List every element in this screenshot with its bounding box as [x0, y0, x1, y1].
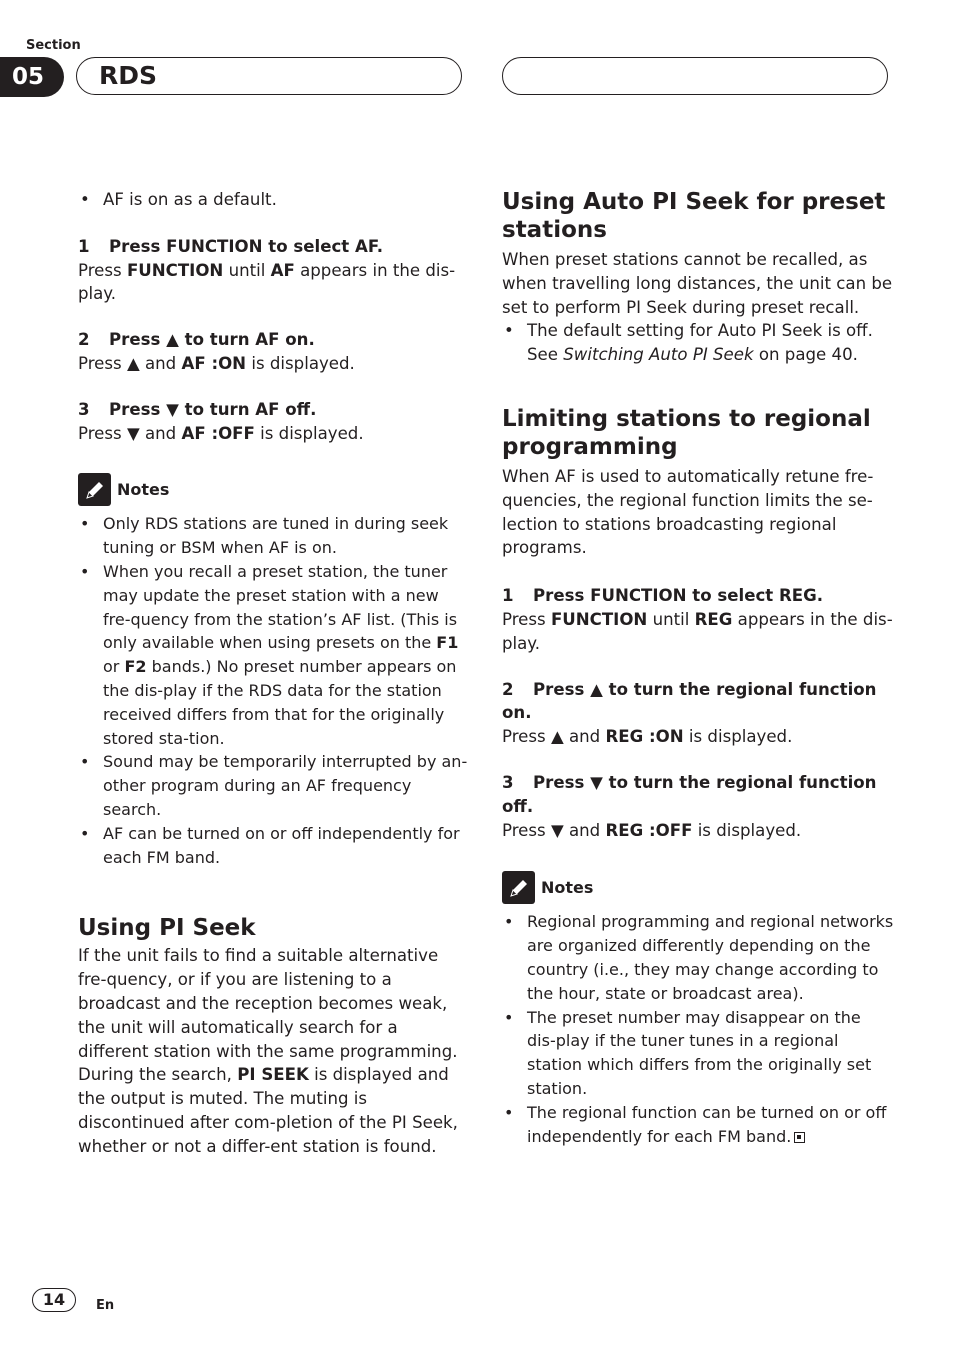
step-heading: 1 Press FUNCTION to select AF. — [78, 236, 384, 256]
pi-seek-body: If the unit fails to find a suitable alternative fre-quency, or if you are listening to a broadcast and the reception becomes weak, the unit will automatically search for a different station with the same programming. During the search, PI SEEK is displayed and the output is muted. The muting is discontinued after com-pletion of the PI Seek, whether or not a differ-ent station is found. — [78, 946, 458, 1156]
pencil-icon — [78, 473, 111, 506]
step-heading: 2 Press ▲ to turn the regional function on. — [502, 679, 877, 723]
note-item: • Only RDS stations are tuned in during seek tuning or BSM when AF is on. — [78, 512, 468, 560]
section-number-badge — [0, 57, 64, 97]
end-mark-icon — [794, 1132, 805, 1143]
note-item: • When you recall a preset station, the tuner may update the preset station with a new fre-quency from the station’s AF list. (This is only available when using presets on the F1 or F2 bands.) No preset number appears on the dis-play if the RDS data for the station received differs from that for the originally stored sta-tion. — [78, 560, 468, 750]
step-body: Press FUNCTION until AF appears in the dis-play. — [78, 260, 456, 304]
notes-header — [78, 473, 468, 506]
step-body: Press ▼ and AF :OFF is displayed. — [78, 423, 364, 443]
regional-heading: Limiting stations to regional programming — [502, 405, 871, 460]
auto-pi-seek-bullet: • The default setting for Auto PI Seek is off. See Switching Auto PI Seek on page 40. — [502, 319, 894, 367]
page-number: 14 — [32, 1288, 76, 1312]
note-item: • The preset number may disappear on the dis-play if the tuner tunes in a regional station which differs from the originally set station. — [502, 1006, 894, 1101]
note-item: • The regional function can be turned on or off independently for each FM band. — [502, 1101, 894, 1149]
step-heading: 3 Press ▼ to turn the regional function off. — [502, 772, 877, 816]
pi-seek-heading: Using PI Seek — [78, 915, 256, 942]
notes-label: Notes — [541, 877, 594, 897]
note-item: • Regional programming and regional networks are organized differently depending on the country (i.e., they may change according to the hour, state or broadcast area). — [502, 910, 894, 1005]
section-number: 05 — [11, 64, 44, 90]
step-heading: 2 Press ▲ to turn AF on. — [78, 330, 315, 350]
pencil-icon — [502, 871, 535, 904]
regional-body: When AF is used to automatically retune fre-quencies, the regional function limits the se-lection to stations broadcasting regional programs. — [502, 466, 874, 558]
chapter-title-box — [76, 57, 462, 95]
intro-bullet: • AF is on as a default. — [78, 188, 468, 212]
chapter-title: RDS — [99, 61, 158, 90]
note-item: • AF can be turned on or off independently for each FM band. — [78, 822, 468, 870]
auto-pi-seek-body: When preset stations cannot be recalled, as when travelling long distances, the unit can be set to perform PI Seek during preset recall. — [502, 250, 893, 317]
notes-label: Notes — [117, 479, 170, 499]
step-heading: 3 Press ▼ to turn AF off. — [78, 399, 317, 419]
right-column — [502, 188, 894, 1148]
step-body: Press ▼ and REG :OFF is displayed. — [502, 820, 802, 840]
auto-pi-seek-heading: Using Auto PI Seek for preset stations — [502, 189, 886, 243]
step-body: Press FUNCTION until REG appears in the dis-play. — [502, 609, 893, 653]
note-item: • Sound may be temporarily interrupted by an-other program during an AF frequency search. — [78, 750, 468, 821]
header-blank-box — [502, 57, 888, 95]
language-label: En — [96, 1298, 115, 1313]
left-column — [78, 188, 468, 1159]
step-heading: 1 Press FUNCTION to select REG. — [502, 586, 824, 606]
notes-header — [502, 871, 894, 904]
step-body: Press ▲ and REG :ON is displayed. — [502, 727, 793, 747]
step-body: Press ▲ and AF :ON is displayed. — [78, 353, 355, 373]
section-label: Section — [26, 38, 81, 53]
